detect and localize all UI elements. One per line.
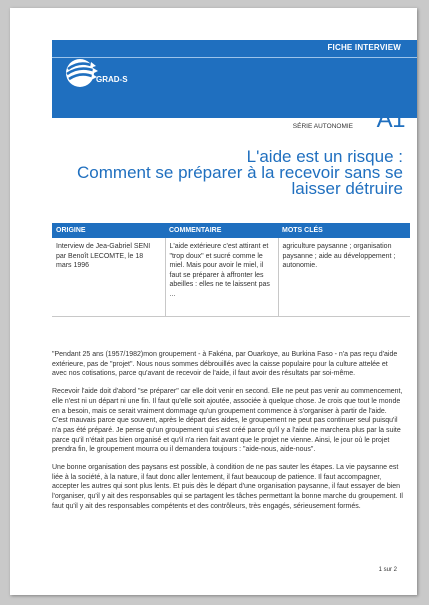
table-row	[52, 238, 410, 317]
globe-arrows-logo-icon	[60, 52, 100, 92]
paragraph: Recevoir l'aide doit d'abord "se préparer" car elle doit venir en second. Elle ne peut pas venir au commencement, elle n'est ni un départ ni une fin. Il faut qu'elle soit ajoutée, associée à quelque chose. Je crois que tout le monde en a besoin, mais ce serait vraiment dommage qu'un groupement commence à s'organiser à partir de l'aide. C'est mauvais parce que souvent, après le départ des aides, le groupement ne peut pas continuer seul puisqu'il n'a pas été préparé. Je pense qu'un groupement qui s'est créé parce qu'il y a l'aide ne marchera plus par la suite parce qu'il n'était pas bien organisé et qu'il n'a rien fait avant que le projet ne vienne. Ainsi, le jour où le projet prendra fin, le groupement mourra ou il demandera toujours : "aide-nous, aide-nous".	[52, 388, 403, 454]
cell-origine: Interview de Jea-Gabriel SENI par Benoît LECOMTE, le 18 mars 1996	[52, 238, 165, 317]
table-header-row	[52, 223, 410, 238]
page-number: 1 sur 2	[378, 567, 397, 573]
fiche-type-label: FICHE INTERVIEW	[327, 43, 401, 52]
banner-divider	[52, 57, 417, 58]
header-mots-cles: MOTS CLÉS	[278, 223, 410, 238]
metadata-table	[52, 223, 410, 317]
interview-body	[52, 350, 404, 520]
series-code: A1	[376, 106, 405, 133]
paragraph: "Pendant 25 ans (1957/1982)mon groupement - à Fakéna, par Ouarkoye, au Burkina Faso - n'a pas reçu d'aide extérieure, pas de "projet". Nous nous sommes débrouillés avec la caisse populaire pour la culture attelée et avec nos cotisations, parce qu'avant de recevoir de l'aide, il faut avoir des résultats par soi-même.	[52, 351, 398, 378]
header-commentaire: COMMENTAIRE	[165, 223, 278, 238]
cell-commentaire: L'aide extérieure c'est attirant et "trop doux" et sucré comme le miel. Mais pour avoir le miel, il faut se préparer à affronter les abeilles : elles ne te laissent pas ...	[165, 238, 278, 317]
title-line: Comment se préparer à la recevoir sans se	[77, 163, 403, 182]
header-banner	[52, 40, 417, 118]
title-line: laisser détruire	[291, 179, 403, 198]
document-page	[10, 8, 417, 595]
cell-mots-cles: agriculture paysanne ; organisation paysanne ; aide au développement ; autonomie.	[278, 238, 410, 317]
header-origine: ORIGINE	[52, 223, 165, 238]
organization-logo-text: GRAD-S	[96, 75, 128, 84]
paragraph: Une bonne organisation des paysans est possible, à condition de ne pas sauter les étapes. La vie paysanne est liée à la société, à la nature, il faut donc aller lentement, il faut beaucoup de patience. Il faut accompagner, accepter les autres qui sont plus lents. Et puis dès le départ d'une organisation paysanne, il faut essayer de bien l'organiser, qu'il y ait des responsables qui se partagent les tâches permettant la bonne marche du groupement. Il faut qu'il y ait des responsables compétents et des contrôleurs, très engagés, sérieusement formés.	[52, 464, 403, 510]
title-line: L'aide est un risque :	[246, 147, 403, 166]
series-label: SÉRIE AUTONOMIE	[292, 123, 353, 130]
document-title	[56, 149, 403, 197]
